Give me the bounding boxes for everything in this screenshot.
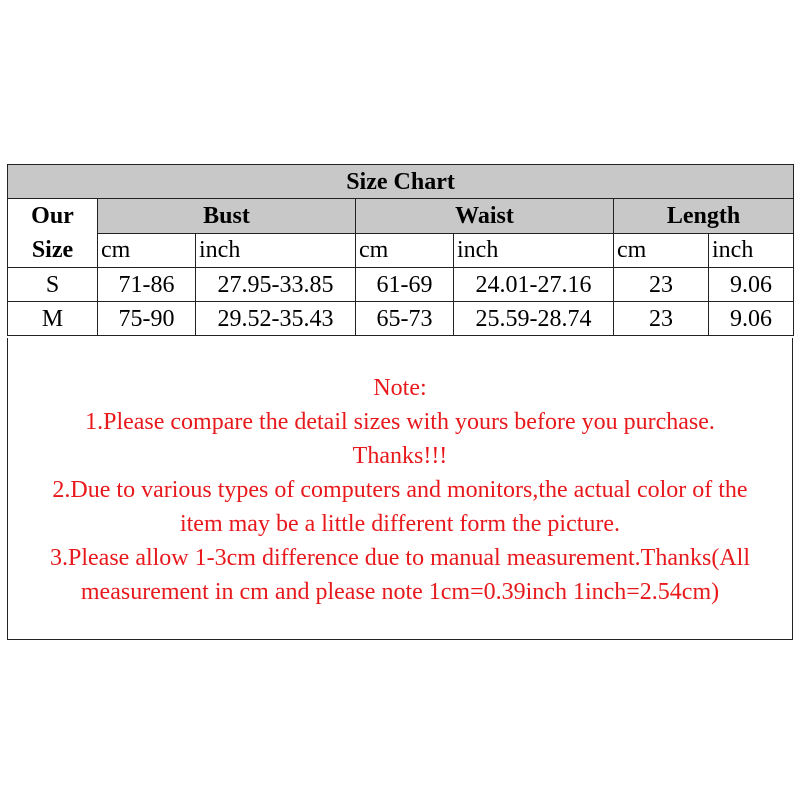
chart-title: Size Chart	[8, 165, 794, 199]
note-line: 3.Please allow 1-3cm difference due to manual measurement.Thanks(All	[50, 545, 750, 571]
unit-bust-inch: inch	[196, 233, 356, 268]
length-cm-value: 23	[614, 302, 709, 336]
note-line: 2.Due to various types of computers and monitors,the actual color of the	[52, 477, 748, 503]
size-label: S	[8, 268, 98, 302]
waist-header: Waist	[356, 199, 614, 234]
note-heading: Note:	[373, 375, 427, 401]
size-label: M	[8, 302, 98, 336]
note-line: 1.Please compare the detail sizes with yours before you purchase.	[85, 409, 715, 435]
length-cm-value: 23	[614, 268, 709, 302]
notes-section	[7, 338, 793, 640]
unit-length-inch: inch	[709, 233, 794, 268]
bust-header: Bust	[98, 199, 356, 234]
our-size-header	[8, 199, 98, 268]
note-line: Thanks!!!	[352, 443, 448, 469]
bust-cm-value: 71-86	[98, 268, 196, 302]
length-inch-value: 9.06	[709, 302, 794, 336]
unit-bust-cm: cm	[98, 233, 196, 268]
length-header: Length	[614, 199, 794, 234]
unit-waist-inch: inch	[454, 233, 614, 268]
waist-inch-value: 25.59-28.74	[454, 302, 614, 336]
length-inch-value: 9.06	[709, 268, 794, 302]
our-size-label-line1: Our	[31, 203, 74, 229]
bust-cm-value: 75-90	[98, 302, 196, 336]
note-line: measurement in cm and please note 1cm=0.39inch 1inch=2.54cm)	[80, 579, 720, 605]
bust-inch-value: 27.95-33.85	[196, 268, 356, 302]
table-row	[8, 268, 794, 302]
unit-waist-cm: cm	[356, 233, 454, 268]
our-size-label-line2: Size	[31, 237, 74, 263]
unit-length-cm: cm	[614, 233, 709, 268]
bust-inch-value: 29.52-35.43	[196, 302, 356, 336]
waist-inch-value: 24.01-27.16	[454, 268, 614, 302]
table-row	[8, 302, 794, 336]
note-line: item may be a little different form the picture.	[179, 511, 621, 537]
size-table	[7, 164, 794, 336]
waist-cm-value: 61-69	[356, 268, 454, 302]
waist-cm-value: 65-73	[356, 302, 454, 336]
